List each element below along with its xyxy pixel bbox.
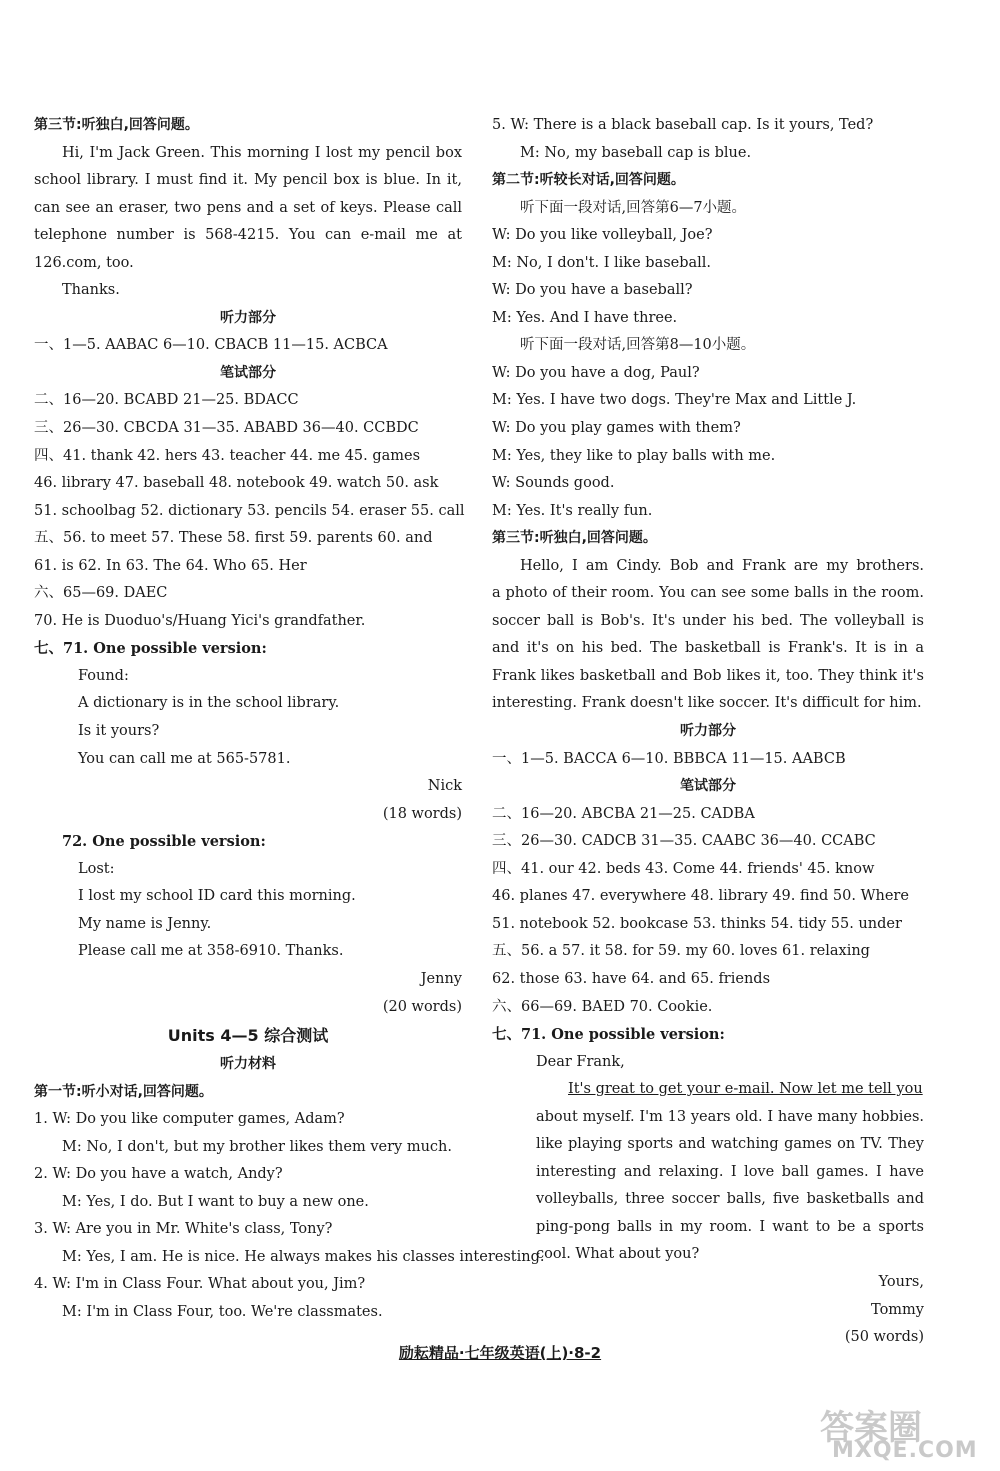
page-footer: 励耘精品·七年级英语(上)·8-2: [398, 1344, 602, 1362]
right-column: [492, 112, 924, 1352]
letter-line: cool. What about you?: [536, 1246, 700, 1263]
answer-line: 三、26—30. CBCDA 31—35. ABABD 36—40. CCBDC: [34, 420, 419, 437]
letter-line: volleyballs, three soccer balls, five basketballs and: [536, 1191, 924, 1208]
dialogue-line: M: Yes, I do. But I want to buy a new one.: [62, 1193, 369, 1210]
letter-first-line: [492, 1076, 924, 1104]
dialogue-line: M: Yes. And I have three.: [492, 309, 678, 326]
answer-line: 70. He is Duoduo's/Huang Yici's grandfather.: [34, 612, 366, 629]
notice-line: You can call me at 565-5781.: [78, 750, 291, 767]
signature: Tommy: [871, 1301, 924, 1318]
monologue-line: Hello, I am Cindy. Bob and Frank are my brothers.: [520, 557, 924, 574]
dialogue-line: 5. W: There is a black baseball cap. Is it yours, Ted?: [492, 117, 874, 133]
listening-label: 听力部分: [220, 309, 276, 326]
version-label: 七、71. One possible version:: [34, 640, 267, 658]
monologue-line: can see an eraser, two pens and a set of keys. Please call: [34, 199, 462, 216]
answer-line: 六、66—69. BAED 70. Cookie.: [492, 998, 713, 1015]
notice-line: Found:: [78, 667, 129, 684]
answer-line: 二、16—20. BCABD 21—25. BDACC: [34, 392, 299, 409]
dialogue-line: M: No, I don't. I like baseball.: [492, 254, 712, 271]
notice-line: Is it yours?: [78, 723, 160, 740]
notice-line: My name is Jenny.: [78, 915, 212, 932]
dialogue-line: W: Do you have a baseball?: [492, 282, 693, 299]
unit-title: Units 4—5 综合测试: [167, 1026, 329, 1046]
notice-line: Please call me at 358-6910. Thanks.: [78, 943, 344, 960]
dialogue-line: 1. W: Do you like computer games, Adam?: [34, 1111, 345, 1128]
dialogue-line: 4. W: I'm in Class Four. What about you, Jim?: [34, 1276, 366, 1293]
letter-line: like playing sports and watching games on TV. They: [536, 1136, 924, 1153]
dialogue-line: W: Do you have a dog, Paul?: [492, 364, 700, 381]
monologue-line: soccer ball is Bob's. It's under his bed. The volleyball is: [492, 612, 924, 629]
section-heading: 第二节:听较长对话,回答问题。: [492, 172, 685, 189]
answer-line: 四、41. thank 42. hers 43. teacher 44. me 45. games: [34, 447, 421, 464]
monologue-line: telephone number is 568-4215. You can e-mail me at: [34, 227, 462, 244]
section-heading: 第三节:听独白,回答问题。: [34, 117, 199, 133]
answer-line: 61. is 62. In 63. The 64. Who 65. Her: [34, 557, 307, 574]
watermark-url: MXQE.COM: [832, 1438, 978, 1463]
answer-line: 一、1—5. BACCA 6—10. BBBCA 11—15. AABCB: [492, 750, 846, 767]
monologue-line: Hi, I'm Jack Green. This morning I lost my pencil box: [62, 144, 462, 161]
monologue-line: and it's on his bed. The basketball is Frank's. It is in a: [492, 640, 924, 657]
letter-line: about myself. I'm 13 years old. I have many hobbies.: [536, 1108, 924, 1125]
answer-line: 六、65—69. DAEC: [34, 585, 168, 602]
version-label: 七、71. One possible version:: [492, 1026, 725, 1044]
monologue-line: a photo of their room. You can see some balls in the room.: [492, 585, 924, 602]
signature: Jenny: [420, 970, 462, 987]
version-label: 72. One possible version:: [62, 833, 266, 851]
question-intro: 听下面一段对话,回答第6—7小题。: [520, 199, 747, 216]
written-label: 笔试部分: [220, 364, 276, 381]
listening-label: 听力部分: [680, 723, 736, 740]
question-intro: 听下面一段对话,回答第8—10小题。: [520, 337, 756, 354]
dialogue-line: M: No, I don't, but my brother likes them very much.: [62, 1138, 452, 1155]
letter-line: ping-pong balls in my room. I want to be a sports: [536, 1218, 924, 1235]
answer-line: 一、1—5. AABAC 6—10. CBACB 11—15. ACBCA: [34, 337, 388, 354]
left-column: [34, 112, 545, 1327]
answer-line: 51. schoolbag 52. dictionary 53. pencils 54. eraser 55. call: [34, 502, 465, 519]
letter-greeting: Dear Frank,: [536, 1053, 625, 1070]
answer-line: 五、56. a 57. it 58. for 59. my 60. loves 61. relaxing: [492, 943, 870, 960]
dialogue-line: W: Do you play games with them?: [492, 420, 741, 437]
letter-underlined-text: It's great to get your e-mail. Now let me tell you: [568, 1081, 923, 1098]
answer-line: 62. those 63. have 64. and 65. friends: [492, 970, 771, 987]
monologue-line: school library. I must find it. My pencil box is blue. In it,: [34, 172, 462, 189]
answer-line: 51. notebook 52. bookcase 53. thinks 54. tidy 55. under: [492, 915, 902, 932]
signature: Nick: [427, 778, 462, 795]
dialogue-line: W: Sounds good.: [492, 475, 615, 492]
dialogue-line: M: Yes. It's really fun.: [492, 502, 653, 519]
monologue-line: 126.com, too.: [34, 254, 134, 271]
dialogue-line: W: Do you like volleyball, Joe?: [492, 227, 713, 244]
dialogue-line: M: I'm in Class Four, too. We're classmates.: [62, 1303, 383, 1320]
watermark-logo: 答案圈: [820, 1408, 922, 1448]
monologue-line: interesting. Frank doesn't like soccer. It's difficult for him.: [492, 695, 922, 712]
notice-line: I lost my school ID card this morning.: [78, 888, 356, 905]
answer-line: 46. library 47. baseball 48. notebook 49. watch 50. ask: [34, 475, 439, 492]
answer-line: 四、41. our 42. beds 43. Come 44. friends' 45. know: [492, 860, 875, 877]
notice-line: A dictionary is in the school library.: [78, 695, 340, 712]
answer-line: 二、16—20. ABCBA 21—25. CADBA: [492, 805, 755, 822]
dialogue-line: M: Yes. I have two dogs. They're Max and Little J.: [492, 392, 857, 409]
word-count: (18 words): [382, 805, 462, 822]
letter-closing: Yours,: [878, 1273, 924, 1290]
letter-line: interesting and relaxing. I love ball games. I have: [536, 1163, 924, 1180]
notice-line: Lost:: [78, 860, 115, 877]
monologue-line: Thanks.: [62, 282, 120, 299]
word-count: (20 words): [382, 998, 462, 1015]
dialogue-line: M: Yes, they like to play balls with me.: [492, 447, 776, 464]
material-label: 听力材料: [220, 1056, 276, 1073]
word-count: (50 words): [844, 1329, 924, 1346]
answer-line: 五、56. to meet 57. These 58. first 59. parents 60. and: [34, 530, 433, 547]
written-label: 笔试部分: [680, 778, 736, 795]
dialogue-line: 2. W: Do you have a watch, Andy?: [34, 1166, 283, 1183]
dialogue-line: 3. W: Are you in Mr. White's class, Tony?: [34, 1221, 333, 1238]
section-heading: 第一节:听小对话,回答问题。: [34, 1083, 213, 1100]
monologue-line: Frank likes basketball and Bob likes it, too. They think it's: [492, 667, 924, 684]
section-heading: 第三节:听独白,回答问题。: [492, 530, 657, 547]
answer-line: 三、26—30. CADCB 31—35. CAABC 36—40. CCABC: [492, 833, 876, 850]
dialogue-line: M: Yes, I am. He is nice. He always makes his classes interesting.: [62, 1248, 545, 1265]
dialogue-line: M: No, my baseball cap is blue.: [520, 144, 752, 161]
answer-line: 46. planes 47. everywhere 48. library 49. find 50. Where: [492, 888, 909, 905]
